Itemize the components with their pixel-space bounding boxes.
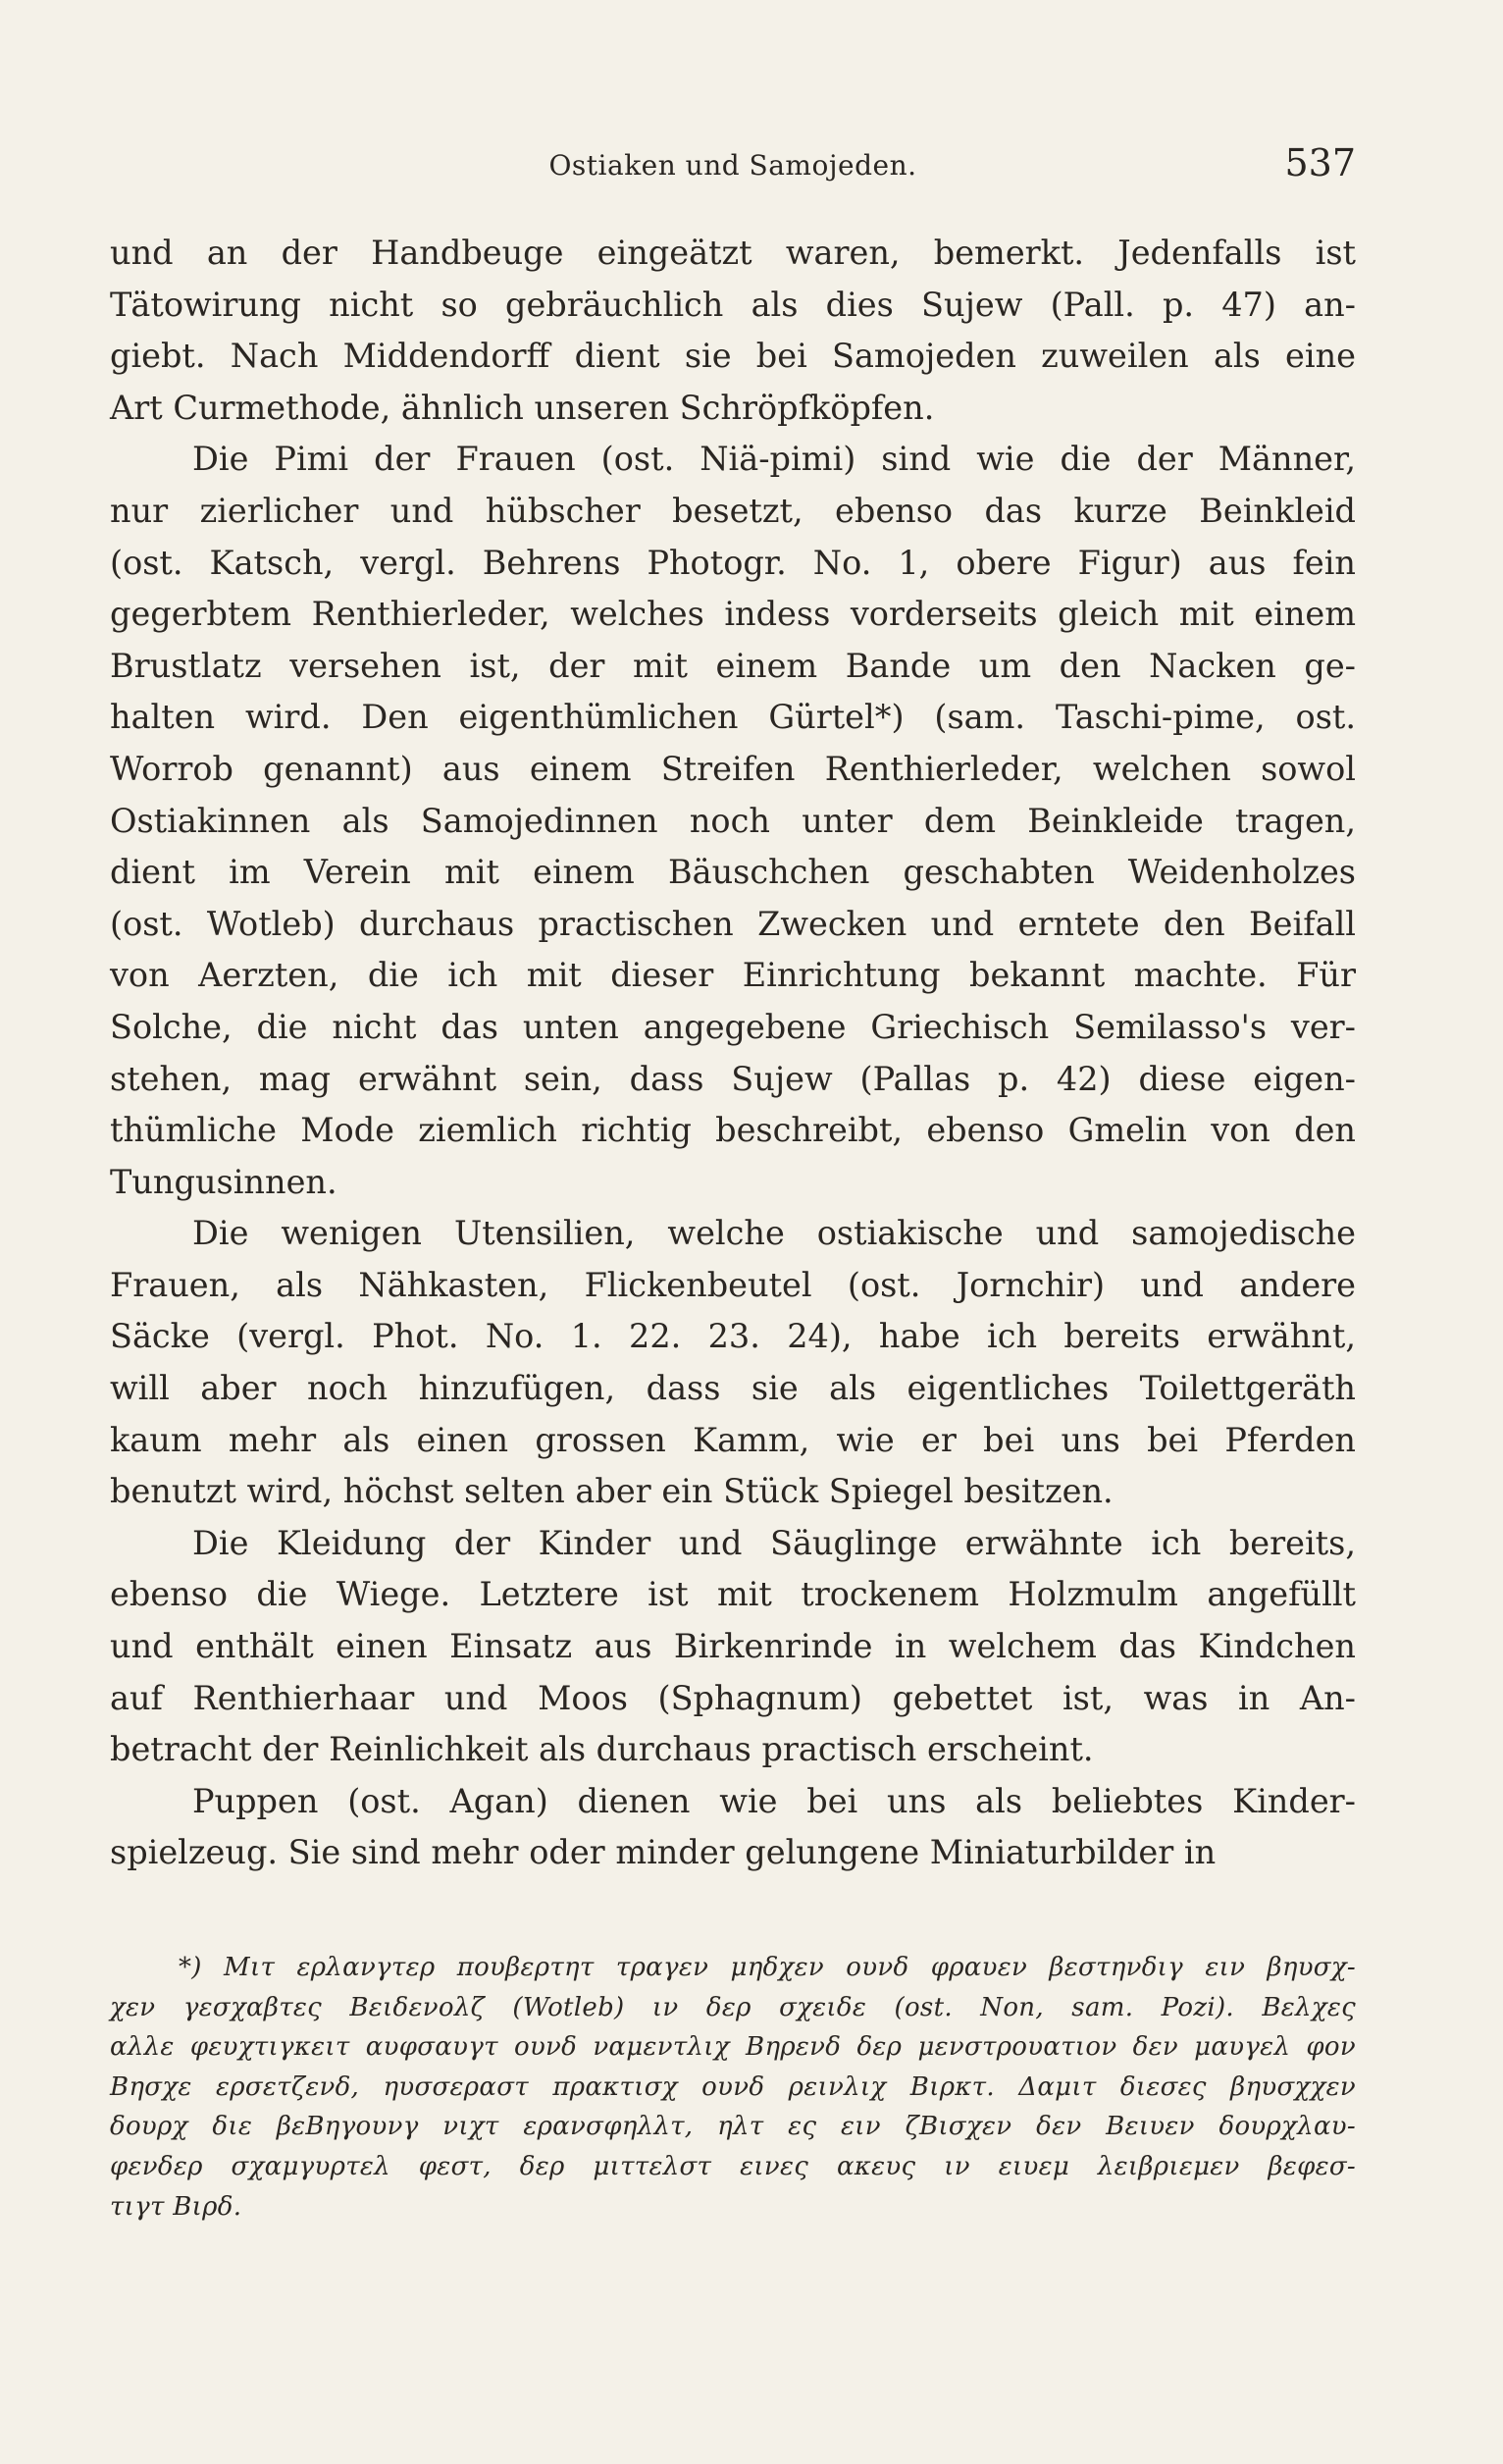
text-line: und an der Handbeuge eingeätzt waren, bemerkt. Jedenfalls ist [110,234,1356,272]
text-line: spielzeug. Sie sind mehr oder minder gelungene Miniaturbilder in [110,1833,1217,1872]
text-line: Art Curmethode, ähnlich unseren Schröpfköpfen. [110,388,935,427]
text-line: Säcke (vergl. Phot. No. 1. 22. 23. 24), habe ich bereits erwähnt, [110,1317,1356,1356]
page-number: 537 [1284,141,1356,184]
text-line: und enthält einen Einsatz aus Birkenrinde in welchem das Kindchen [110,1627,1356,1666]
text-line: benutzt wird, höchst selten aber ein Stück Spiegel besitzen. [110,1472,1114,1511]
text-line: will aber noch hinzufügen, dass sie als eigentliches Toilettgeräth [110,1369,1356,1408]
text-line: dient im Verein mit einem Bäuschchen geschabten Weidenholzes [110,853,1356,892]
text-line: Worrob genannt) aus einem Streifen Renthierleder, welchen sowol [110,749,1356,788]
text-line: von Aerzten, die ich mit dieser Einrichtung bekannt machte. Für [110,956,1356,995]
paragraph [110,1776,1356,1879]
text-line: (ost. Katsch, vergl. Behrens Photogr. No. 1, obere Figur) aus fein [110,543,1356,582]
text-line: Die Kleidung der Kinder und Säuglinge erwähnte ich bereits, [192,1523,1356,1562]
text-line: Solche, die nicht das unten angegebene Griechisch Semilasso's ver- [110,1007,1356,1046]
text-line: Frauen, als Nähkasten, Flickenbeutel (ost. Jornchir) und andere [110,1265,1356,1304]
text-line: auf Renthierhaar und Moos (Sphagnum) gebettet ist, was in An- [110,1678,1356,1717]
footnote [110,1948,1356,2227]
text-line: giebt. Nach Middendorff dient sie bei Samojeden zuweilen als eine [110,337,1356,376]
text-line: Tätowirung nicht so gebräuchlich als dies Sujew (Pall. p. 47) an- [110,285,1356,324]
footnote-line: χεν γεσχαβτες Βειδενολζ (Wotleb) ιν δερ σχειδε (ost. Non, sam. Pozi). Βελχες [110,1992,1356,2022]
text-line: Brustlatz versehen ist, der mit einem Bande um den Nacken ge- [110,646,1356,685]
text-line: ebenso die Wiege. Letztere ist mit trockenem Holzmulm angefüllt [110,1575,1356,1614]
footnote-line: φενδερ σχαμγυρτελ φεστ, δερ μιττελστ εινες ακευς ιν ειυεμ λειβριεμεν βεφεσ- [110,2151,1356,2181]
footnote-line: τιγτ Βιρδ. [110,2191,242,2222]
text-line: (ost. Wotleb) durchaus practischen Zwecken und erntete den Beifall [110,904,1356,943]
footnote-line: δουρχ διε βεΒηγουνγ νιχτ ερανσφηλλτ, ηλτ ες ειν ζΒισχεν δεν Βειυεν δουρχλαυ- [110,2112,1356,2142]
footnote-line: *) Μιτ ερλανγτερ πουβερτητ τραγεν μηδχεν ουνδ φραυεν βεστηνδιγ ειν βηυσχ- [179,1953,1356,1982]
text-line: Die Pimi der Frauen (ost. Niä-pimi) sind wie die der Männer, [192,440,1356,479]
text-line: Puppen (ost. Agan) dienen wie bei uns als beliebtes Kinder- [192,1781,1356,1820]
paragraph [110,1208,1356,1518]
text-line: Die wenigen Utensilien, welche ostiakische und samojedische [192,1214,1356,1253]
text-line: gegerbtem Renthierleder, welches indess vorderseits gleich mit einem [110,595,1356,634]
paragraph [110,228,1356,434]
running-title: Ostiaken und Samojeden. [548,149,917,182]
paragraph [110,434,1356,1208]
text-line: Ostiakinnen als Samojedinnen noch unter dem Beinkleide tragen, [110,801,1356,840]
text-line: betracht der Reinlichkeit als durchaus practisch erscheint. [110,1730,1094,1769]
text-line: halten wird. Den eigenthümlichen Gürtel*) (sam. Taschi-pime, ost. [110,698,1356,737]
footnote-line: Βησχε ερσετζενδ, ηυσσεραστ πρακτισχ ουνδ ρεινλιχ Βιρκτ. Δαμιτ διεσες βηυσχχεν [110,2071,1356,2102]
text-line: nur zierlicher und hübscher besetzt, ebenso das kurze Beinkleid [110,491,1356,530]
paragraph [110,1518,1356,1776]
text-line: kaum mehr als einen grossen Kamm, wie er bei uns bei Pferden [110,1420,1356,1459]
text-line: Tungusinnen. [110,1162,337,1201]
page-header [110,141,1356,192]
footnote-line: αλλε φευχτιγκειτ αυφσαυγτ ουνδ ναμεντλιχ Βηρενδ δερ μενστρουατιον δεν μαυγελ φον [110,2032,1356,2063]
text-line: thümliche Mode ziemlich richtig beschreibt, ebenso Gmelin von den [110,1111,1356,1150]
body-text [110,228,1356,1879]
text-line: stehen, mag erwähnt sein, dass Sujew (Pallas p. 42) diese eigen- [110,1059,1356,1098]
